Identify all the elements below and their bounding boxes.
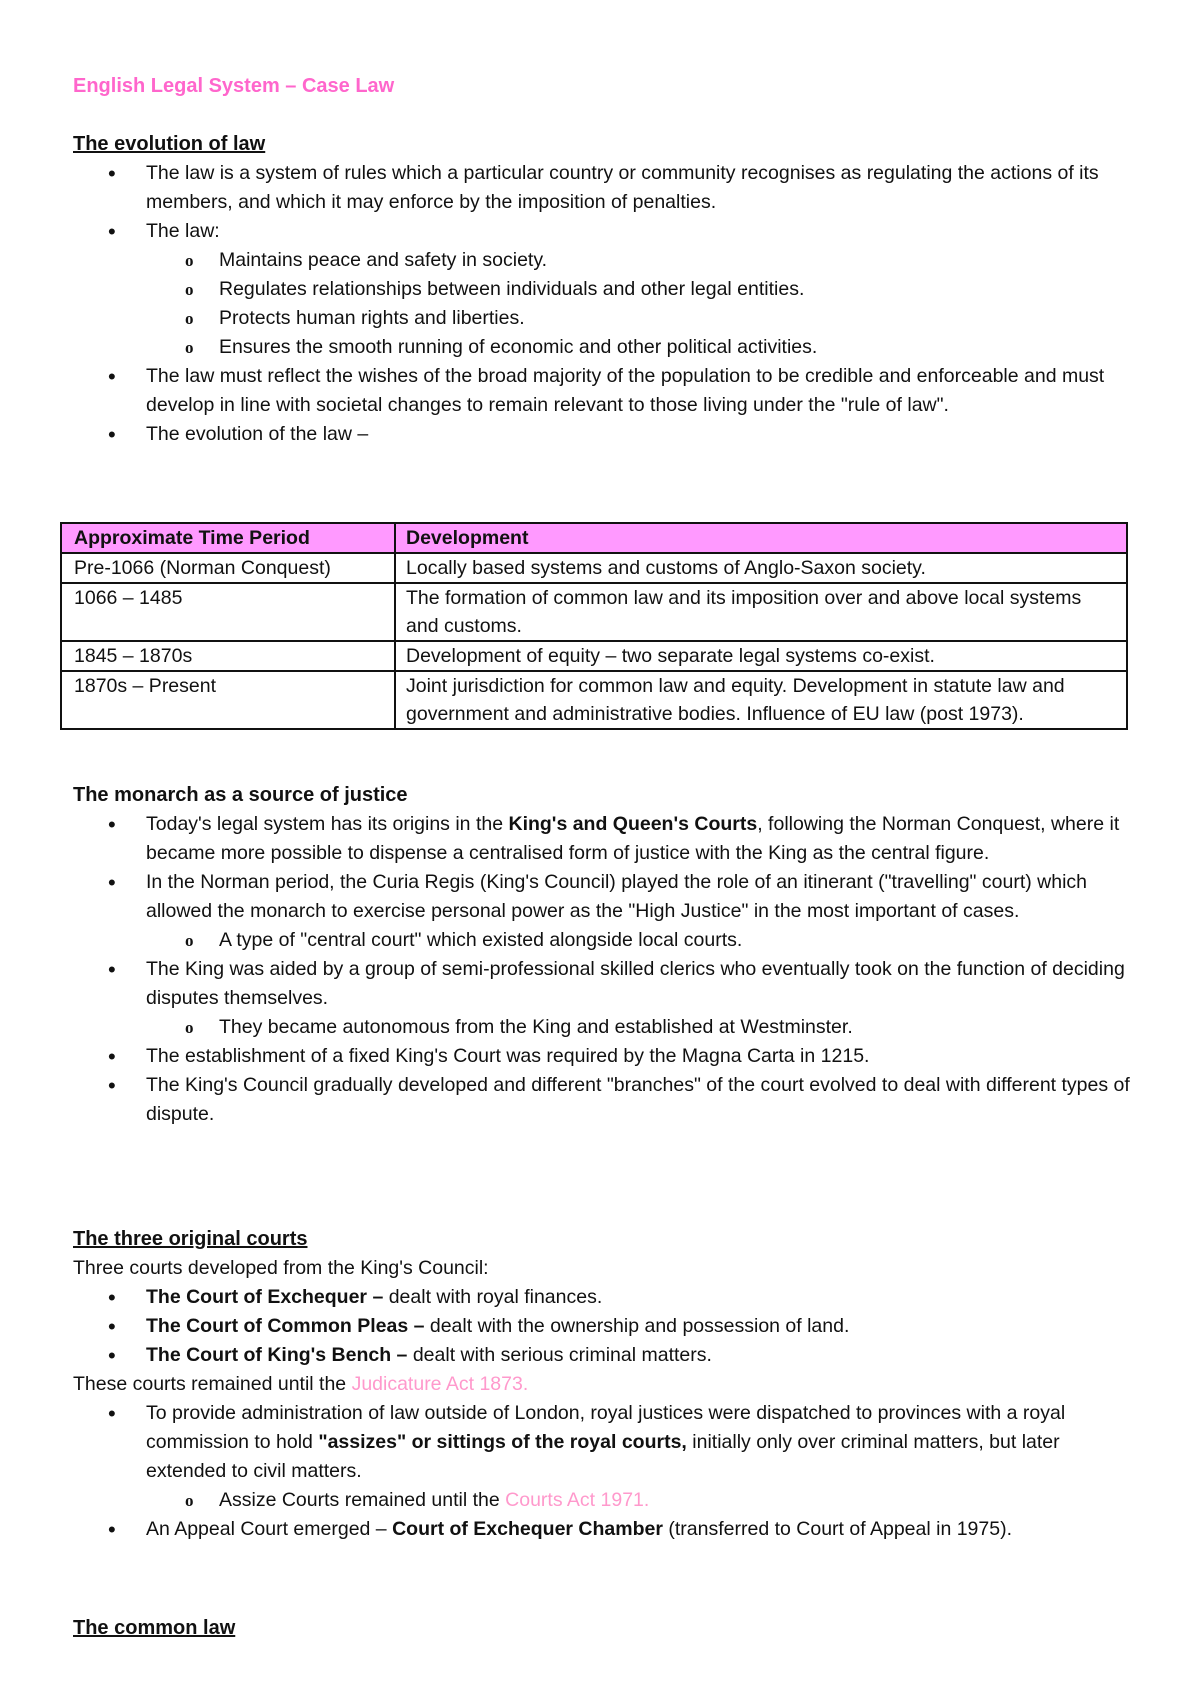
bullet-list	[73, 1399, 1140, 1544]
intro-text: Three courts developed from the King's Council:	[73, 1257, 489, 1279]
sub-list	[73, 1013, 1140, 1042]
sub-list-item: o A type of "central court" which existed alongside local courts.	[73, 926, 1140, 955]
list-item: • In the Norman period, the Curia Regis (King's Council) played the role of an itinerant ("travelling" court) which allowed the monarch to exercise personal power as the "High Justice" in the most important of cases. o A type of "central court" which existed alongside local courts.	[73, 868, 1140, 955]
table-cell: 1066 – 1485	[61, 583, 395, 641]
table-row	[61, 583, 1127, 641]
bullet-list	[73, 159, 1140, 449]
remain-text: These courts remained until the Judicature Act 1873.	[73, 1373, 529, 1395]
evolution-table	[60, 522, 1128, 730]
list-item: • The law is a system of rules which a particular country or community recognises as regulating the actions of its members, and which it may enforce by the imposition of penalties.	[73, 159, 1140, 217]
list-item: • The Court of King's Bench – dealt with serious criminal matters.	[73, 1341, 1140, 1370]
sub-list-item: o Protects human rights and liberties.	[73, 304, 1140, 333]
table-row	[61, 671, 1127, 729]
section-heading: The common law	[73, 1617, 236, 1639]
table-cell: 1870s – Present	[61, 671, 395, 729]
table-cell: 1845 – 1870s	[61, 641, 395, 671]
sub-list-item: o Assize Courts remained until the Courts Act 1971.	[73, 1486, 1140, 1515]
table-row	[61, 553, 1127, 583]
act-reference: Courts Act 1971.	[505, 1489, 650, 1511]
column-header: Development	[395, 523, 1127, 553]
table-cell: Joint jurisdiction for common law and equity. Development in statute law and government and administrative bodies. Influence of EU law (post 1973).	[395, 671, 1127, 729]
bullet-list	[73, 810, 1140, 1129]
list-item: • The establishment of a fixed King's Court was required by the Magna Carta in 1215.	[73, 1042, 1140, 1071]
sub-list-item: o Maintains peace and safety in society.	[73, 246, 1140, 275]
list-item: • The evolution of the law –	[73, 420, 1140, 449]
table-cell: The formation of common law and its imposition over and above local systems and customs.	[395, 583, 1127, 641]
list-item: • The King was aided by a group of semi-professional skilled clerics who eventually took on the function of deciding disputes themselves. o They became autonomous from the King and established at Westminster.	[73, 955, 1140, 1042]
table-cell: Pre-1066 (Norman Conquest)	[61, 553, 395, 583]
table-cell: Development of equity – two separate legal systems co-exist.	[395, 641, 1127, 671]
table-cell: Locally based systems and customs of Anglo-Saxon society.	[395, 553, 1127, 583]
table-row	[61, 641, 1127, 671]
list-item: • Today's legal system has its origins in the King's and Queen's Courts, following the Norman Conquest, where it became more possible to dispense a centralised form of justice with the King as the central figure.	[73, 810, 1140, 868]
section-heading: The evolution of law	[73, 133, 266, 155]
act-reference: Judicature Act 1873.	[351, 1373, 529, 1395]
list-item: • The law must reflect the wishes of the broad majority of the population to be credible and enforceable and must develop in line with societal changes to remain relevant to those living under the "rule of law".	[73, 362, 1140, 420]
sub-list-item: o Regulates relationships between individuals and other legal entities.	[73, 275, 1140, 304]
list-item: • The law: o Maintains peace and safety in society. o Regulates relationships between individuals and other legal entities. o Protects human rights and liberties. o Ensures the smooth running of economic and other political activities.	[73, 217, 1140, 362]
section-heading: The monarch as a source of justice	[73, 784, 408, 806]
sub-list-item: o They became autonomous from the King and established at Westminster.	[73, 1013, 1140, 1042]
list-item: • The King's Council gradually developed and different "branches" of the court evolved to deal with different types of dispute.	[73, 1071, 1140, 1129]
section-original-courts	[73, 1225, 1140, 1544]
table-header-row	[61, 523, 1127, 553]
section-monarch	[73, 781, 1140, 1129]
sub-list	[73, 246, 1140, 362]
list-item: • The Court of Common Pleas – dealt with the ownership and possession of land.	[73, 1312, 1140, 1341]
section-common-law	[73, 1614, 1140, 1643]
sub-list-item: o Ensures the smooth running of economic and other political activities.	[73, 333, 1140, 362]
sub-list	[73, 1486, 1140, 1515]
column-header: Approximate Time Period	[61, 523, 395, 553]
court-list	[73, 1283, 1140, 1370]
section-evolution	[73, 130, 1140, 449]
list-item: • To provide administration of law outside of London, royal justices were dispatched to provinces with a royal commission to hold "assizes" or sittings of the royal courts, initially only over criminal matters, but later extended to civil matters. o Assize Courts remained until the Courts Act 1971.	[73, 1399, 1140, 1515]
section-heading: The three original courts	[73, 1228, 308, 1250]
document-title: English Legal System – Case Law	[73, 75, 395, 97]
list-item: • An Appeal Court emerged – Court of Exchequer Chamber (transferred to Court of Appeal in 1975).	[73, 1515, 1140, 1544]
sub-list	[73, 926, 1140, 955]
list-item: • The Court of Exchequer – dealt with royal finances.	[73, 1283, 1140, 1312]
